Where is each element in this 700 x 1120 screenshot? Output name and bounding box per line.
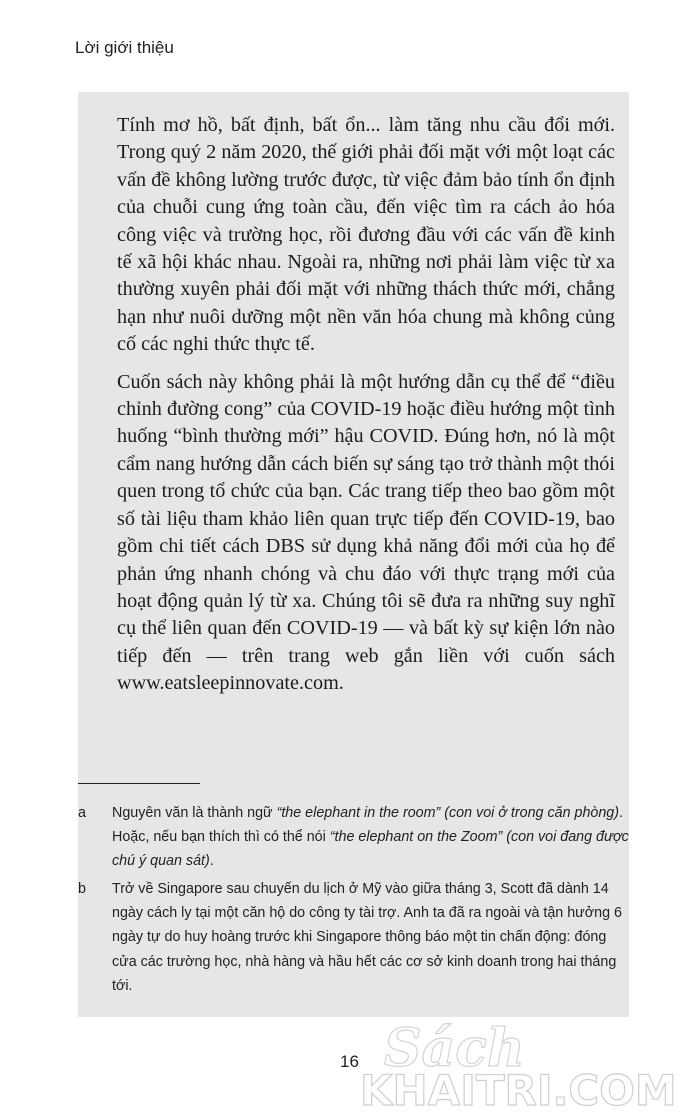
footnote-text-part: Nguyên văn là thành ngữ	[112, 805, 277, 821]
footnote-text-part: . Hoặc, nếu bạn thích thì có thể nói	[112, 805, 623, 846]
footnote-mark: b	[78, 881, 86, 897]
footnote-a	[78, 801, 630, 874]
footnote-italic-phrase: “the elephant in the room” (con voi ở trong căn phòng)	[276, 805, 620, 821]
watermark-brand-text: KHAITRI.COM	[360, 1066, 677, 1112]
footnote-text	[112, 801, 630, 874]
paragraph: Cuốn sách này không phải là một hướng dẫn cụ thể để “điều chỉnh đường cong” của COVID-19 hoặc điều hướng một tình huống “bình thường mới” hậu COVID. Đúng hơn, nó là một cẩm nang hướng dẫn cách biến sự sáng tạo trở thành một thói quen trong tổ chức của bạn. Các trang tiếp theo bao gồm một số tài liệu tham khảo liên quan trực tiếp đến COVID-19, bao gồm chi tiết cách DBS sử dụng khả năng đổi mới của họ để phản ứng nhanh chóng và chu đáo với thực trạng mới của hoạt động quản lý từ xa. Chúng tôi sẽ đưa ra những suy nghĩ cụ thể liên quan đến COVID-19 — và bất kỳ sự kiện lớn nào tiếp đến — trên trang web gắn liền với cuốn sách www.eatsleepinnovate.com.	[117, 370, 615, 695]
paragraph: Tính mơ hồ, bất định, bất ổn... làm tăng nhu cầu đổi mới. Trong quý 2 năm 2020, thế giới phải đối mặt với một loạt các vấn đề không lường trước được, từ việc đảm bảo tính ổn định của chuỗi cung ứng toàn cầu, đến việc tìm ra cách ảo hóa công việc và trường học, rồi đương đầu với các vấn đề kinh tế xã hội khác nhau. Ngoài ra, những nơi phải làm việc từ xa thường xuyên phải đối mặt với những thách thức mới, chẳng hạn như nuôi dưỡng một nền văn hóa chung mà không củng cố các nghi thức thực tế.	[117, 114, 615, 356]
footnote-italic-phrase: “the elephant on the Zoom” (con voi đang được chú ý quan sát)	[112, 829, 629, 870]
footnote-mark: a	[78, 805, 86, 821]
boxed-body-text	[117, 112, 615, 708]
footnote-text-part: .	[209, 853, 214, 870]
footnote-b	[78, 877, 630, 998]
page-number: 16	[340, 1052, 359, 1071]
watermark-logo	[356, 1002, 686, 1112]
footnote-separator	[78, 783, 200, 784]
watermark-script-text: Sách	[384, 1018, 525, 1079]
running-header: Lời giới thiệu	[75, 38, 174, 57]
footnote-text: Trở về Singapore sau chuyến du lịch ở Mỹ vào giữa tháng 3, Scott đã dành 14 ngày cách ly tại một căn hộ do công ty tài trợ. Anh ta đã ra ngoài và tận hưởng 6 ngày tự do huy hoàng trước khi Singapore thông báo một tin chấn động: đóng cửa các trường học, nhà hàng và hầu hết các cơ sở kinh doanh trong hai tháng tới.	[112, 881, 622, 994]
